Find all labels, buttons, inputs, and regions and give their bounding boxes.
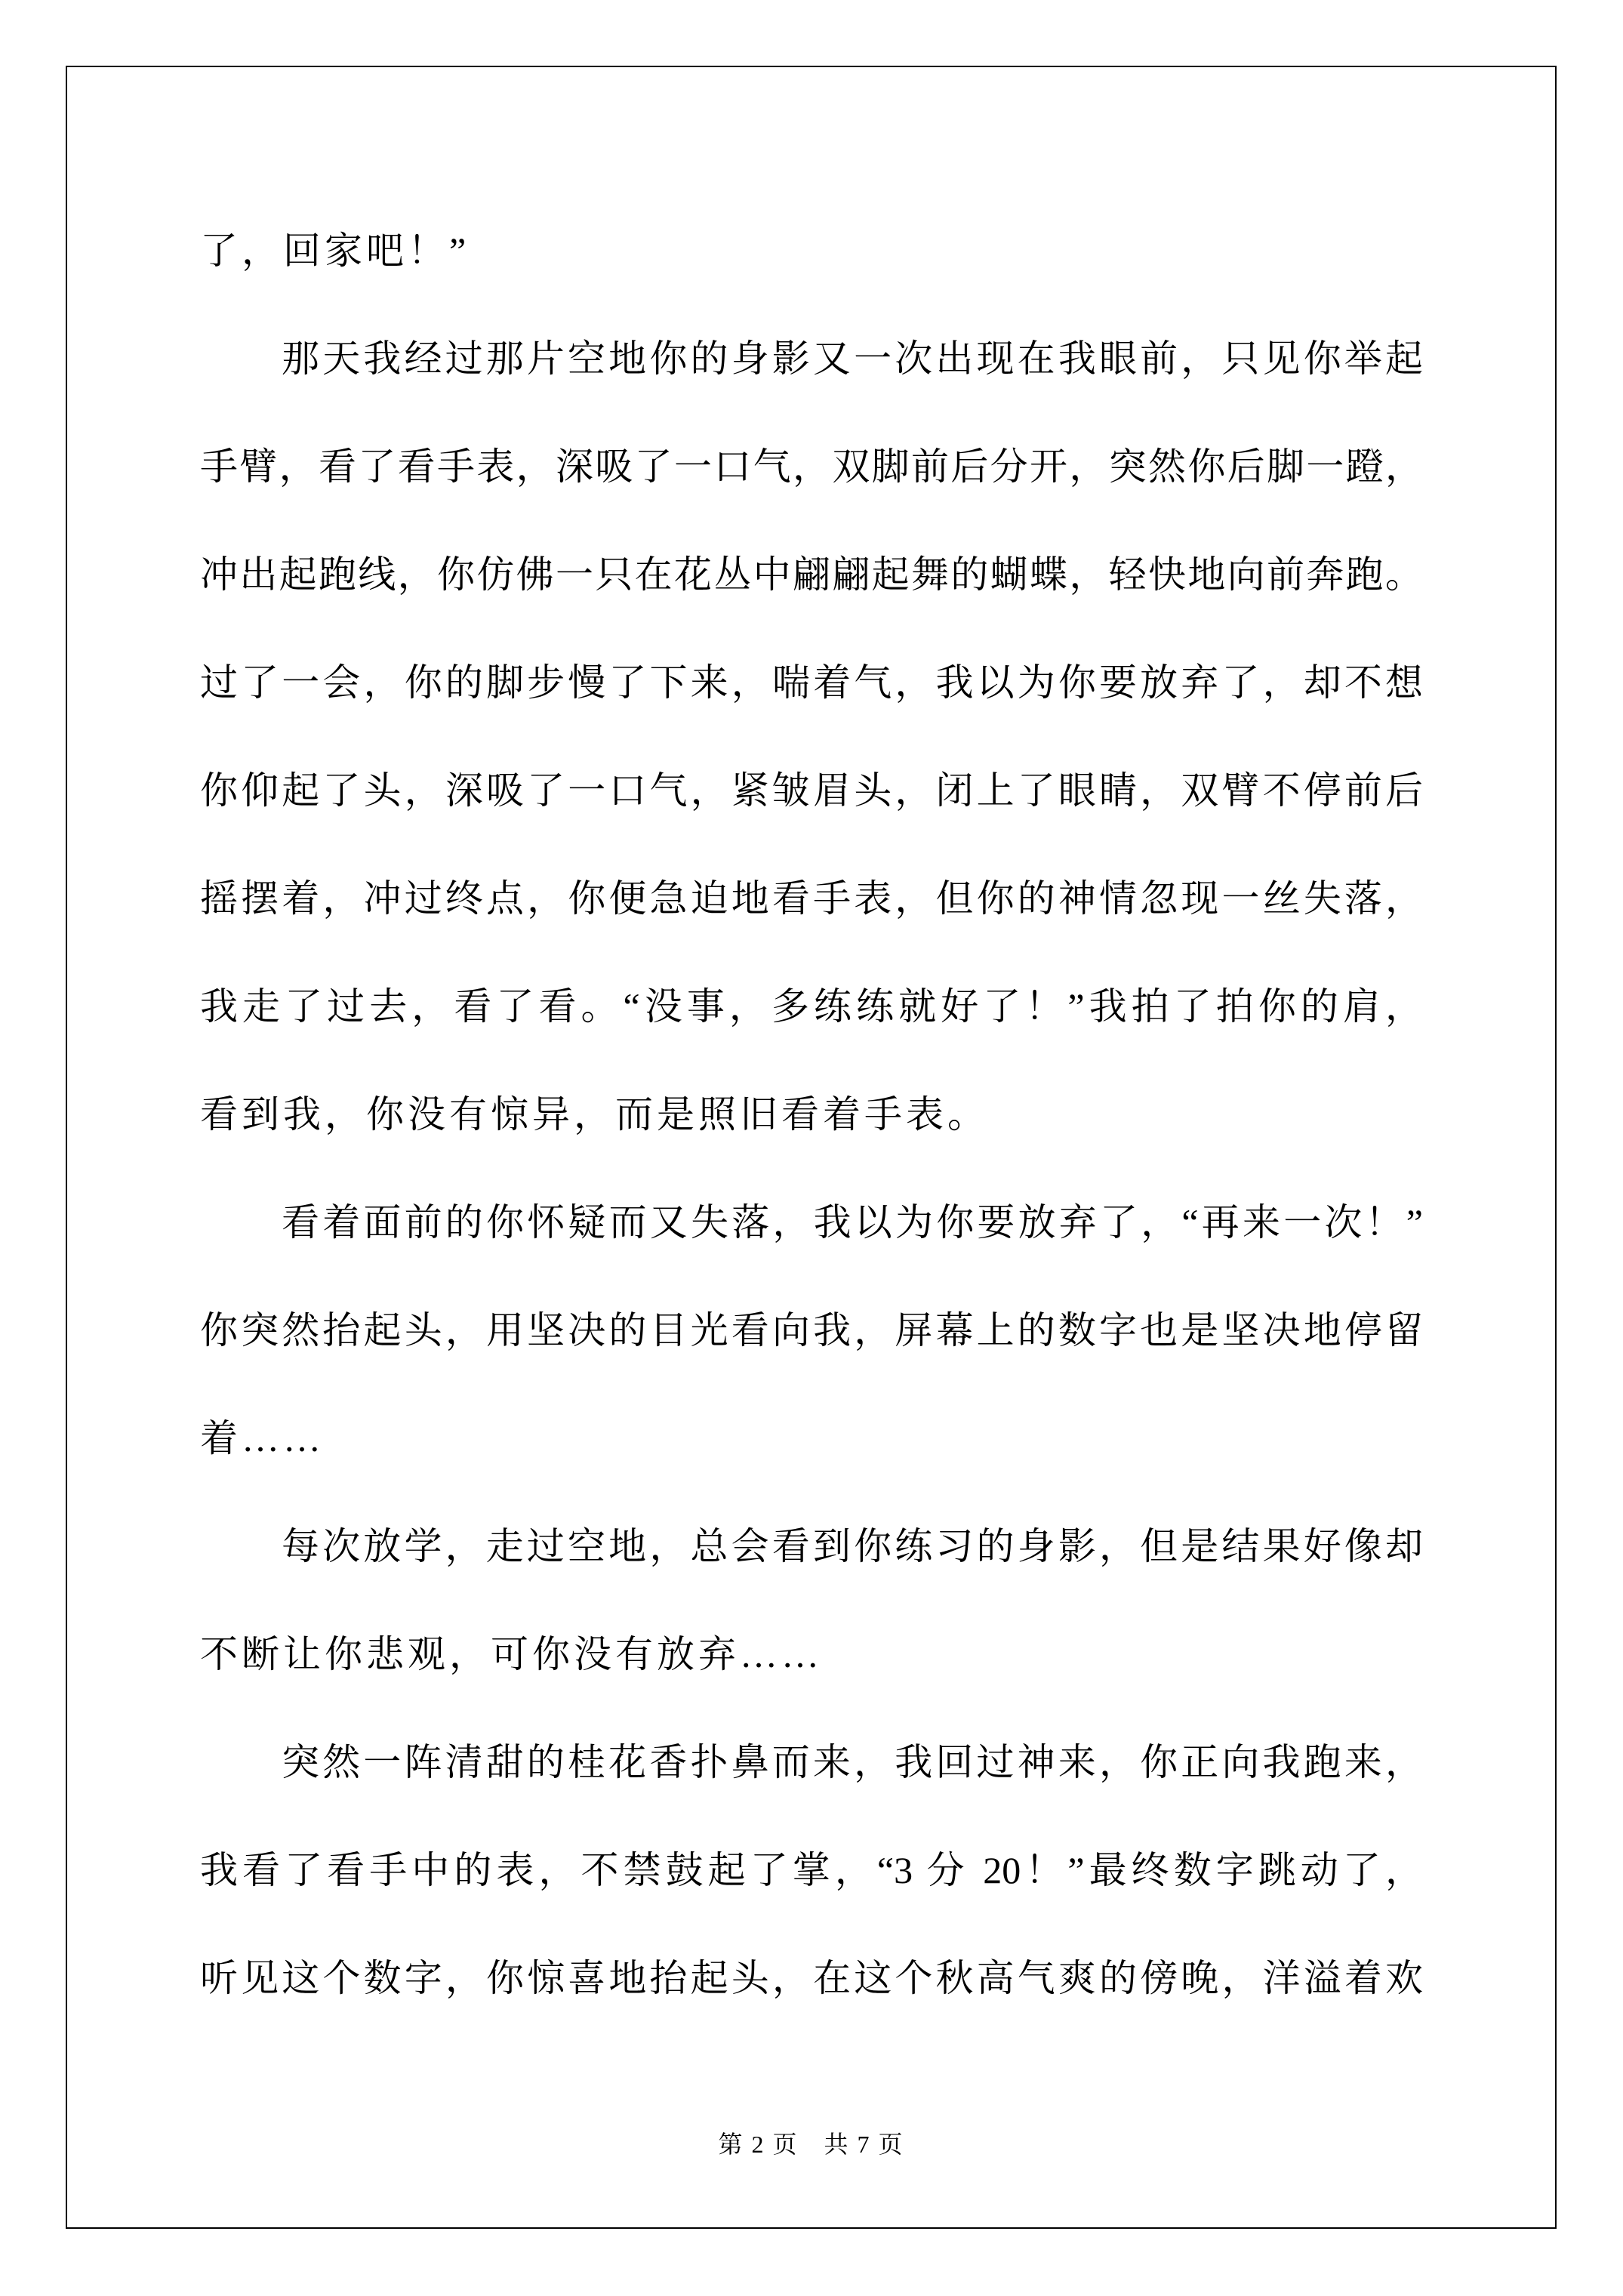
text-line: 每次放学，走过空地，总会看到你练习的身影，但是结果好像却 <box>282 1525 1423 1567</box>
text-line: 你仰起了头，深吸了一口气，紧皱眉头，闭上了眼睛，双臂不停前后 <box>200 769 1423 812</box>
text-line: 我看了看手中的表，不禁鼓起了掌，“3 分 20！”最终数字跳动了， <box>200 1849 1423 1891</box>
page-footer <box>67 2131 1555 2157</box>
text-line: 手臂，看了看手表，深吸了一口气，双脚前后分开，突然你后脚一蹬， <box>200 445 1423 488</box>
text-line: 那天我经过那片空地你的身影又一次出现在我眼前，只见你举起 <box>282 337 1423 380</box>
text-line: 不断让你悲观，可你没有放弃…… <box>200 1633 823 1675</box>
text-line: 听见这个数字，你惊喜地抬起头，在这个秋高气爽的傍晚，洋溢着欢 <box>200 1957 1423 1999</box>
page-border-frame <box>66 66 1557 2229</box>
text-line: 看到我，你没有惊异，而是照旧看着手表。 <box>200 1093 989 1136</box>
text-line: 你突然抬起头，用坚决的目光看向我，屏幕上的数字也是坚决地停留 <box>200 1309 1423 1351</box>
document-body <box>200 197 1423 2032</box>
text-line: 过了一会，你的脚步慢了下来，喘着气，我以为你要放弃了，却不想 <box>200 661 1423 704</box>
text-line: 了，回家吧！” <box>200 230 470 272</box>
text-line: 突然一阵清甜的桂花香扑鼻而来，我回过神来，你正向我跑来， <box>282 1741 1423 1783</box>
text-line: 我走了过去，看了看。“没事，多练练就好了！”我拍了拍你的肩， <box>200 985 1423 1028</box>
text-line: 冲出起跑线，你仿佛一只在花丛中翩翩起舞的蝴蝶，轻快地向前奔跑。 <box>200 553 1423 596</box>
text-line: 摇摆着，冲过终点，你便急迫地看手表，但你的神情忽现一丝失落， <box>200 877 1423 920</box>
text-line: 看着面前的你怀疑而又失落，我以为你要放弃了，“再来一次！” <box>282 1201 1423 1244</box>
page-number-label: 第 2 页 共 7 页 <box>718 2131 904 2158</box>
text-line: 着…… <box>200 1417 325 1459</box>
